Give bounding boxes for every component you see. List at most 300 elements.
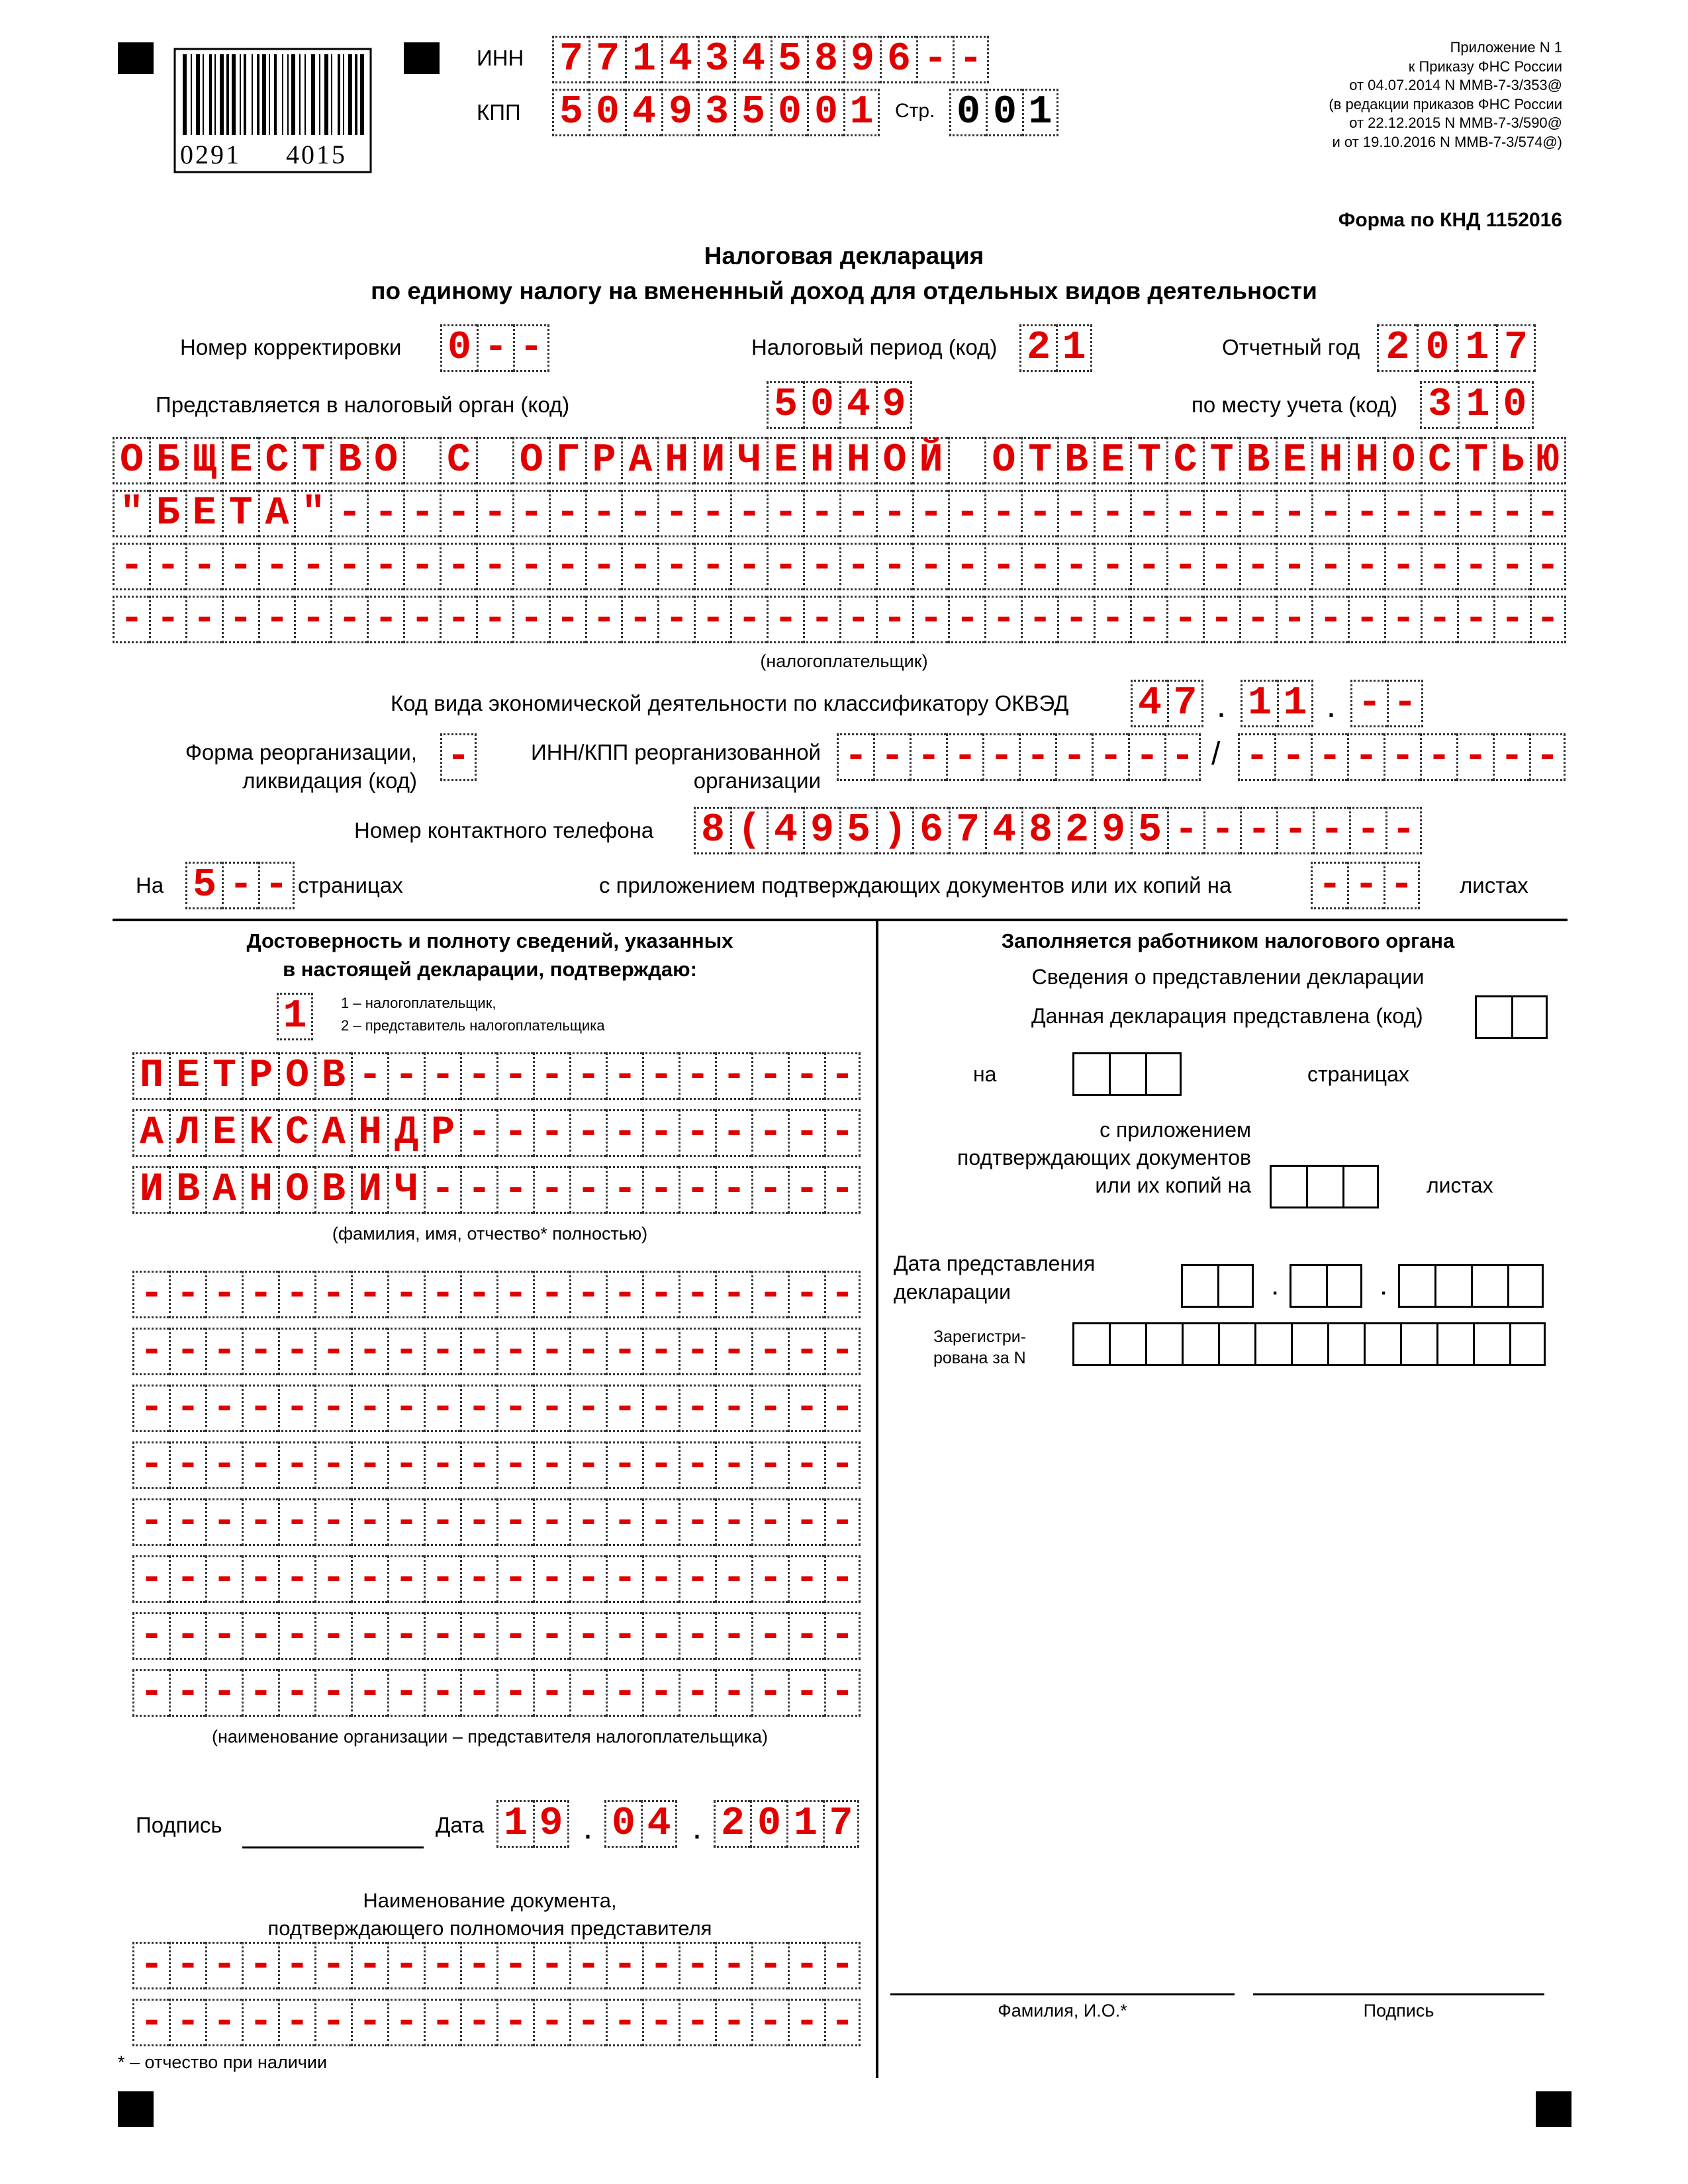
reorg-form-label-2: ликвидация (код) <box>242 768 417 793</box>
char-cell: - <box>169 1999 205 2046</box>
char-cell: 9 <box>533 1800 569 1848</box>
char-cell: - <box>367 596 403 643</box>
char-cell: - <box>169 1942 205 1989</box>
empty-cell <box>1109 1322 1145 1366</box>
char-cell: - <box>424 1328 460 1375</box>
char-cell: - <box>751 1052 788 1100</box>
char-cell: С <box>440 437 476 484</box>
representative-org-row[interactable] <box>132 1612 861 1660</box>
report-year-field[interactable] <box>1377 324 1536 372</box>
char-cell: - <box>824 1612 861 1660</box>
char-cell: - <box>1094 543 1130 590</box>
taxpayer-name-row[interactable] <box>113 490 1566 537</box>
char-cell: 0 <box>750 1800 786 1848</box>
char-cell: - <box>185 543 222 590</box>
char-cell: - <box>876 543 912 590</box>
char-cell: - <box>1456 733 1493 781</box>
char-cell: - <box>912 543 949 590</box>
char-cell: - <box>606 1109 642 1157</box>
okved-dot: . <box>1218 695 1225 722</box>
char-cell: - <box>403 596 440 643</box>
char-cell: - <box>606 1555 642 1603</box>
char-cell: - <box>424 1669 460 1717</box>
char-cell: - <box>1384 490 1421 537</box>
char-cell: Р <box>242 1052 278 1100</box>
char-cell: - <box>824 1166 861 1214</box>
char-cell: - <box>1493 596 1530 643</box>
reorg-form-field[interactable] <box>440 733 477 781</box>
char-cell: - <box>403 490 440 537</box>
barcode-bar <box>196 54 200 135</box>
document-subtitle: по единому налогу на вмененный доход для отдельных видов деятельности <box>371 277 1317 304</box>
char-cell: - <box>1057 596 1094 643</box>
char-cell: - <box>788 1612 824 1660</box>
signer-type-field[interactable] <box>277 993 313 1040</box>
barcode-bar <box>299 54 301 135</box>
char-cell: - <box>824 1109 861 1157</box>
char-cell: 7 <box>552 36 588 83</box>
char-cell: - <box>132 1498 169 1546</box>
representative-org-row[interactable] <box>132 1385 861 1432</box>
char-cell: - <box>132 1385 169 1432</box>
char-cell: - <box>1311 596 1348 643</box>
char-cell: 1 <box>1277 680 1313 727</box>
char-cell: - <box>1384 543 1421 590</box>
official-signature-line[interactable] <box>1253 1993 1544 1995</box>
submission-month-field[interactable] <box>1289 1264 1362 1308</box>
char-cell: - <box>679 1942 715 1989</box>
char-cell: - <box>496 1109 533 1157</box>
char-cell: 9 <box>803 807 839 854</box>
char-cell: - <box>460 1109 496 1157</box>
official-name-line[interactable] <box>890 1993 1235 1995</box>
char-cell: К <box>242 1109 278 1157</box>
okved-part3-field[interactable] <box>1350 680 1423 727</box>
char-cell: - <box>642 1612 679 1660</box>
corner-marker-top-right <box>404 42 440 74</box>
char-cell: Б <box>149 490 185 537</box>
char-cell: - <box>330 596 367 643</box>
date-label: Дата <box>436 1813 485 1837</box>
representative-org-row[interactable] <box>132 1669 861 1717</box>
empty-cell <box>1291 1322 1327 1366</box>
pages-prefix: На <box>136 873 164 897</box>
office-attach-field[interactable] <box>1270 1165 1379 1208</box>
okved-label: Код вида экономической деятельности по классификатору ОКВЭД <box>391 691 1069 715</box>
char-cell: О <box>367 437 403 484</box>
char-cell: 3 <box>698 36 734 83</box>
char-cell: 5 <box>771 36 807 83</box>
char-cell: - <box>314 1328 351 1375</box>
char-cell: - <box>715 1385 751 1432</box>
char-cell: - <box>1166 543 1203 590</box>
appendix-line: от 22.12.2015 N ММВ-7-3/590@ <box>1349 114 1562 132</box>
char-cell: - <box>460 1612 496 1660</box>
char-cell: - <box>294 596 330 643</box>
char-cell: - <box>715 1999 751 2046</box>
char-cell: - <box>387 1052 424 1100</box>
char-cell: - <box>788 1498 824 1546</box>
char-cell: - <box>314 1942 351 1989</box>
char-cell: - <box>657 596 694 643</box>
char-cell: - <box>948 543 984 590</box>
representative-org-row[interactable] <box>132 1271 861 1318</box>
char-cell: Е <box>185 490 222 537</box>
registration-number-field[interactable] <box>1072 1322 1546 1366</box>
char-cell: Н <box>1348 437 1384 484</box>
char-cell: - <box>788 1385 824 1432</box>
representative-org-row[interactable] <box>132 1555 861 1603</box>
char-cell: - <box>1238 733 1274 781</box>
signer-option-1: 1 – налогоплательщик, <box>341 995 496 1011</box>
char-cell <box>476 437 512 484</box>
empty-cell <box>1473 1322 1509 1366</box>
char-cell: 1 <box>1022 89 1058 136</box>
date-day-field[interactable] <box>496 1800 569 1848</box>
char-cell: - <box>606 1498 642 1546</box>
submitted-code-label: Данная декларация представлена (код) <box>1031 1004 1423 1028</box>
char-cell: - <box>549 596 585 643</box>
char-cell: - <box>1311 862 1347 909</box>
char-cell: - <box>873 733 910 781</box>
office-pages-field[interactable] <box>1072 1052 1182 1096</box>
char-cell: Т <box>1203 437 1239 484</box>
barcode <box>173 48 372 173</box>
char-cell: - <box>314 1555 351 1603</box>
char-cell: - <box>351 1999 387 2046</box>
char-cell: - <box>916 36 953 83</box>
char-cell: - <box>1164 733 1201 781</box>
char-cell: О <box>984 437 1021 484</box>
signature-label: Подпись <box>136 1813 222 1837</box>
char-cell: А <box>314 1109 351 1157</box>
char-cell: - <box>715 1109 751 1157</box>
char-cell: " <box>294 490 330 537</box>
char-cell: - <box>1021 543 1057 590</box>
char-cell: - <box>1385 807 1422 854</box>
char-cell: - <box>440 490 476 537</box>
char-cell: - <box>496 1385 533 1432</box>
char-cell: - <box>679 1999 715 2046</box>
char-cell: - <box>1276 596 1312 643</box>
char-cell: 4 <box>734 36 771 83</box>
char-cell: 4 <box>641 1800 677 1848</box>
char-cell: 0 <box>771 89 807 136</box>
char-cell: О <box>876 437 912 484</box>
char-cell: Б <box>149 437 185 484</box>
submission-year-field[interactable] <box>1398 1264 1544 1308</box>
char-cell: - <box>984 596 1021 643</box>
okved-part2-field[interactable] <box>1241 680 1313 727</box>
char-cell: - <box>1019 733 1055 781</box>
taxpayer-name-row[interactable] <box>113 543 1566 590</box>
signer-fio-row[interactable] <box>132 1109 861 1157</box>
submitted-code-field[interactable] <box>1475 995 1548 1039</box>
char-cell: - <box>715 1166 751 1214</box>
inn-kpp-slash: / <box>1211 737 1221 772</box>
reorg-kpp-field[interactable] <box>1238 733 1566 781</box>
char-cell: - <box>837 733 873 781</box>
char-cell: Щ <box>185 437 222 484</box>
char-cell: - <box>1348 596 1384 643</box>
char-cell: - <box>1313 807 1349 854</box>
char-cell: - <box>642 1942 679 1989</box>
char-cell: - <box>1203 490 1239 537</box>
char-cell: - <box>387 1498 424 1546</box>
char-cell: - <box>1347 733 1383 781</box>
char-cell: - <box>694 543 730 590</box>
char-cell: - <box>569 1942 606 1989</box>
char-cell: - <box>205 1385 242 1432</box>
char-cell: - <box>642 1555 679 1603</box>
char-cell: - <box>679 1109 715 1157</box>
char-cell: - <box>1094 596 1130 643</box>
taxpayer-name-row[interactable] <box>113 437 1566 484</box>
char-cell: - <box>1094 490 1130 537</box>
submission-day-field[interactable] <box>1181 1264 1254 1308</box>
correction-field[interactable] <box>440 324 549 372</box>
char-cell: - <box>132 1669 169 1717</box>
char-cell: - <box>1493 490 1530 537</box>
char-cell: - <box>1055 733 1092 781</box>
char-cell: - <box>496 1328 533 1375</box>
representative-org-row[interactable] <box>132 1441 861 1489</box>
char-cell: Е <box>222 437 258 484</box>
char-cell: - <box>351 1942 387 1989</box>
char-cell: Ч <box>387 1166 424 1214</box>
barcode-bar <box>257 54 259 135</box>
char-cell: - <box>751 1271 788 1318</box>
char-cell: - <box>715 1271 751 1318</box>
representative-org-row[interactable] <box>132 1498 861 1546</box>
char-cell: - <box>569 1999 606 2046</box>
char-cell: - <box>278 1385 314 1432</box>
char-cell: - <box>1021 490 1057 537</box>
official-name-label: Фамилия, И.О.* <box>998 2001 1127 2021</box>
char-cell: В <box>314 1166 351 1214</box>
char-cell: - <box>569 1109 606 1157</box>
char-cell: 1 <box>496 1800 533 1848</box>
char-cell: - <box>824 1555 861 1603</box>
char-cell: А <box>205 1166 242 1214</box>
barcode-bar <box>220 54 224 135</box>
date-year-field[interactable] <box>714 1800 859 1848</box>
char-cell: - <box>984 543 1021 590</box>
char-cell: - <box>205 1271 242 1318</box>
char-cell: Н <box>1311 437 1348 484</box>
char-cell: - <box>513 324 549 372</box>
char-cell: - <box>169 1669 205 1717</box>
char-cell: 8 <box>807 36 843 83</box>
char-cell: - <box>205 1328 242 1375</box>
column-divider <box>876 919 878 2078</box>
char-cell: 7 <box>823 1800 859 1848</box>
barcode-bar <box>269 54 270 135</box>
char-cell: - <box>1348 490 1384 537</box>
report-year-label: Отчетный год <box>1222 335 1360 359</box>
okved-part1-field[interactable] <box>1131 680 1203 727</box>
char-cell: Л <box>169 1109 205 1157</box>
char-cell: - <box>278 1942 314 1989</box>
char-cell: - <box>569 1612 606 1660</box>
char-cell: - <box>476 490 512 537</box>
char-cell: - <box>569 1328 606 1375</box>
signer-option-2: 2 – представитель налогоплательщика <box>341 1017 605 1034</box>
char-cell: - <box>169 1328 205 1375</box>
char-cell: - <box>1350 680 1387 727</box>
char-cell: - <box>803 543 839 590</box>
char-cell: - <box>606 1385 642 1432</box>
char-cell: С <box>1421 437 1457 484</box>
char-cell: - <box>751 1999 788 2046</box>
char-cell: - <box>788 1942 824 1989</box>
barcode-bar <box>331 54 332 135</box>
char-cell: - <box>788 1999 824 2046</box>
kpp-field[interactable] <box>552 89 880 136</box>
barcode-bar <box>338 54 340 135</box>
char-cell: С <box>1166 437 1203 484</box>
representative-org-row[interactable] <box>132 1328 861 1375</box>
appendix-line: и от 19.10.2016 N ММВ-7-3/574@) <box>1332 133 1562 150</box>
reorg-inn-field[interactable] <box>837 733 1201 781</box>
char-cell: Т <box>1457 437 1493 484</box>
char-cell: - <box>314 1498 351 1546</box>
char-cell: - <box>351 1555 387 1603</box>
char-cell: - <box>679 1498 715 1546</box>
char-cell: Е <box>767 437 803 484</box>
char-cell: 1 <box>786 1800 823 1848</box>
char-cell: 8 <box>694 807 730 854</box>
char-cell: - <box>351 1328 387 1375</box>
char-cell: - <box>424 1441 460 1489</box>
char-cell: 7 <box>588 36 625 83</box>
char-cell: - <box>460 1385 496 1432</box>
reorg-form-label: Форма реорганизации, <box>185 740 417 764</box>
authority-doc-row[interactable] <box>132 1999 861 2046</box>
char-cell: - <box>424 1498 460 1546</box>
char-cell: - <box>642 1498 679 1546</box>
char-cell: - <box>1130 543 1166 590</box>
barcode-bar <box>305 54 306 135</box>
char-cell: Й <box>912 437 949 484</box>
char-cell: - <box>132 1555 169 1603</box>
attachments-count-field[interactable] <box>1311 862 1420 909</box>
char-cell: - <box>1384 596 1421 643</box>
char-cell: - <box>351 1385 387 1432</box>
char-cell: - <box>314 1612 351 1660</box>
char-cell: - <box>169 1555 205 1603</box>
phone-label: Номер контактного телефона <box>354 818 654 842</box>
taxpayer-name-row[interactable] <box>113 596 1566 643</box>
char-cell: - <box>149 596 185 643</box>
char-cell: - <box>642 1166 679 1214</box>
char-cell: - <box>751 1555 788 1603</box>
section-divider <box>113 919 1568 921</box>
char-cell: - <box>788 1166 824 1214</box>
char-cell: - <box>1167 807 1203 854</box>
char-cell: - <box>205 1942 242 1989</box>
char-cell: - <box>839 490 876 537</box>
char-cell: - <box>132 1441 169 1489</box>
okved-dot: . <box>1328 695 1335 722</box>
empty-cell <box>1509 1322 1546 1366</box>
char-cell: Н <box>242 1166 278 1214</box>
char-cell: С <box>278 1109 314 1157</box>
char-cell: - <box>824 1385 861 1432</box>
char-cell: 3 <box>1420 381 1458 429</box>
char-cell: - <box>606 1669 642 1717</box>
char-cell: - <box>205 1999 242 2046</box>
char-cell: - <box>533 1166 569 1214</box>
char-cell: - <box>642 1052 679 1100</box>
char-cell: - <box>1276 807 1313 854</box>
barcode-bar <box>319 54 320 135</box>
char-cell: - <box>1457 490 1493 537</box>
char-cell: А <box>132 1109 169 1157</box>
char-cell: 1 <box>1456 324 1496 372</box>
char-cell: - <box>767 543 803 590</box>
char-cell: - <box>278 1498 314 1546</box>
phone-field[interactable] <box>694 807 1422 854</box>
official-signature-label: Подпись <box>1363 2001 1434 2021</box>
char-cell: - <box>387 1999 424 2046</box>
char-cell: - <box>585 596 622 643</box>
char-cell: - <box>788 1328 824 1375</box>
char-cell: 9 <box>1094 807 1131 854</box>
char-cell: - <box>1092 733 1128 781</box>
page-number-field[interactable] <box>949 89 1058 136</box>
char-cell: - <box>169 1612 205 1660</box>
tax-organ-field[interactable] <box>767 381 912 429</box>
signer-fio-row[interactable] <box>132 1166 861 1214</box>
char-cell: - <box>387 1328 424 1375</box>
char-cell: О <box>512 437 549 484</box>
char-cell: - <box>242 1669 278 1717</box>
submission-info-label: Сведения о представлении декларации <box>1031 965 1425 989</box>
office-attach-suffix: листах <box>1427 1173 1493 1197</box>
char-cell: - <box>824 1999 861 2046</box>
char-cell: 9 <box>876 381 912 429</box>
char-cell: - <box>1128 733 1164 781</box>
char-cell: - <box>1203 807 1240 854</box>
char-cell: - <box>788 1271 824 1318</box>
char-cell: - <box>984 490 1021 537</box>
date-month-field[interactable] <box>604 1800 677 1848</box>
authority-doc-row[interactable] <box>132 1942 861 1989</box>
char-cell: - <box>679 1052 715 1100</box>
char-cell: - <box>751 1669 788 1717</box>
barcode-bar <box>348 54 352 135</box>
char-cell: И <box>351 1166 387 1214</box>
appendix-line: (в редакции приказов ФНС России <box>1329 95 1562 113</box>
char-cell: - <box>533 1942 569 1989</box>
char-cell: 4 <box>985 807 1021 854</box>
pages-count-field[interactable] <box>185 862 295 909</box>
place-code-field[interactable] <box>1420 381 1534 429</box>
inn-field[interactable] <box>552 36 989 83</box>
empty-cell <box>1218 1322 1254 1366</box>
char-cell: - <box>569 1052 606 1100</box>
signer-fio-row[interactable] <box>132 1052 861 1100</box>
tax-period-field[interactable] <box>1019 324 1092 372</box>
signature-line[interactable] <box>242 1846 424 1848</box>
char-cell: - <box>1347 862 1383 909</box>
char-cell: 0 <box>803 381 839 429</box>
barcode-bar <box>324 54 328 135</box>
char-cell: - <box>1530 543 1566 590</box>
char-cell: 1 <box>843 89 880 136</box>
char-cell: - <box>788 1669 824 1717</box>
